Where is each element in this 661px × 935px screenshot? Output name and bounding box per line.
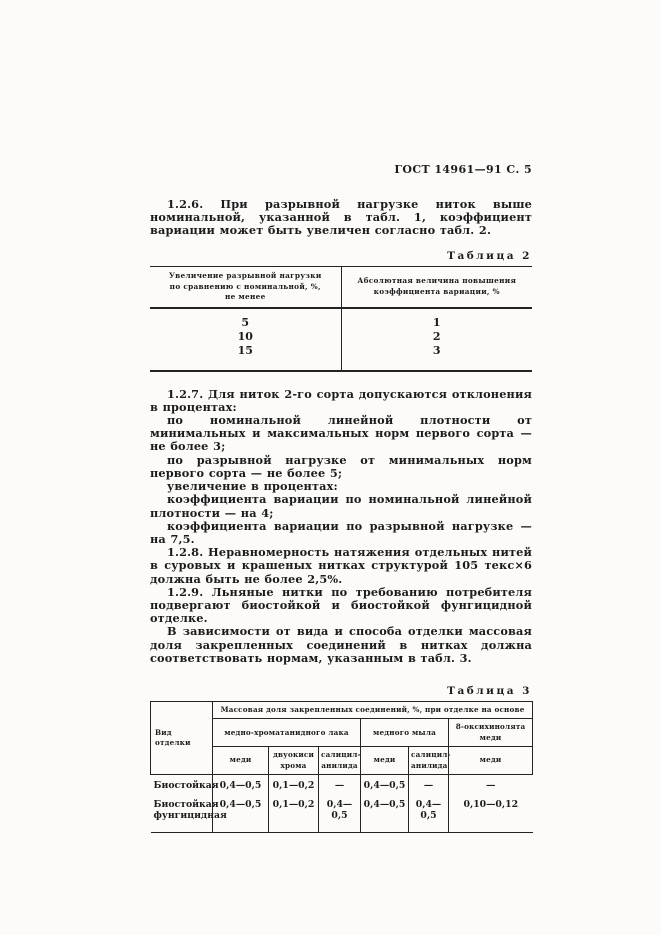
table3-cell: — xyxy=(449,775,533,794)
table3-cell: — xyxy=(409,775,449,794)
table2-col1-header: Увеличение разрывной нагрузки по сравнению с номинальной, %, не менее xyxy=(150,266,341,308)
table3-sub-header: салицил- анилида xyxy=(319,747,361,775)
table3-sub-header: меди xyxy=(213,747,269,775)
table2-caption: Таблица 2 xyxy=(447,249,532,262)
paragraph-list-item: увеличение в процентах: xyxy=(167,479,338,494)
page-content xyxy=(150,163,532,833)
table3-cell: 0,1—0,2 xyxy=(269,794,319,833)
table3-cell: 0,4—0,5 xyxy=(213,775,269,794)
table3-sub-header: меди xyxy=(361,747,409,775)
table3-header-row-1 xyxy=(151,701,533,718)
paragraph-1-2-9: 1.2.9. Льняные нитки по требованию потребителя подвергают биостойкой и биостойкой фунгицидной отделке. xyxy=(150,584,532,626)
table3-group-header: медного мыла xyxy=(361,719,449,747)
table-row xyxy=(151,775,533,794)
table2-cell: 5 xyxy=(241,316,250,330)
table3-cell: 0,4—0,5 xyxy=(361,775,409,794)
table3-cell: 0,4—0,5 xyxy=(361,794,409,833)
paragraph-1-2-7: 1.2.7. Для ниток 2-го сорта допускаются отклонения в процентах: xyxy=(150,386,532,414)
table2-cell: 2 xyxy=(341,330,532,344)
paragraph-list-item: коэффициента вариации по номинальной линейной плотности — на 4; xyxy=(150,492,532,520)
table3-span-header: Массовая доля закрепленных соединений, %, при отделке на основе xyxy=(213,701,533,718)
table3-cell: 0,4—0,5 xyxy=(213,794,269,833)
table2-cell: 15 xyxy=(237,343,253,357)
table3-cell: — xyxy=(319,775,361,794)
table2-cell: 3 xyxy=(341,344,532,371)
paragraph-1-2-8: 1.2.8. Неравномерность натяжения отдельных нитей в суровых и крашеных нитках структурой 105 текс×6 должна быть не более 2,5%. xyxy=(150,545,532,586)
document-reference: ГОСТ 14961—91 С. 5 xyxy=(394,163,532,176)
table-3 xyxy=(150,701,533,833)
table3-vid-header: Вид отделки xyxy=(151,701,213,774)
table3-row-label: Биостойкая фунгицидная xyxy=(153,798,227,822)
table3-group-header: медно-хроматанидного лака xyxy=(213,719,361,747)
table3-sub-header: меди xyxy=(449,747,533,775)
paragraph-1-2-6: 1.2.6. При разрывной нагрузке ниток выше номинальной, указанной в табл. 1, коэффициент вариации может быть увеличен согласно табл. 2. xyxy=(150,197,532,238)
table3-cell: 0,10—0,12 xyxy=(449,794,533,833)
table2-col2-header: Абсолютная величина повышения коэффициента вариации, % xyxy=(341,266,532,308)
paragraph-closing: В зависимости от вида и способа отделки массовая доля закрепленных соединений в нитках должна соответствовать нормам, указанным в табл. 3. xyxy=(150,624,532,665)
table3-caption: Таблица 3 xyxy=(447,684,532,697)
paragraph-list-item: коэффициента вариации по разрывной нагрузке — на 7,5. xyxy=(150,518,532,546)
table3-cell: 0,1—0,2 xyxy=(269,775,319,794)
table3-group-header: 8-оксихинолята меди xyxy=(449,719,533,747)
table-row xyxy=(150,308,532,330)
table3-row-label: Биостойкая xyxy=(153,780,219,792)
table-row xyxy=(150,330,532,344)
paragraph-list-item: по номинальной линейной плотности от минимальных и максимальных норм первого сорта — не более 3; xyxy=(150,413,532,454)
table3-sub-header: салицил- анилида xyxy=(409,747,449,775)
table3-cell: 0,4—0,5 xyxy=(319,794,361,833)
table2-cell: 10 xyxy=(237,330,253,344)
table-row xyxy=(150,344,532,371)
table3-cell: 0,4—0,5 xyxy=(409,794,449,833)
table2-header-row xyxy=(150,266,532,308)
table3-sub-header: двуокиси хрома xyxy=(269,747,319,775)
table-2 xyxy=(150,266,532,372)
table-row xyxy=(151,794,533,833)
body-paragraphs xyxy=(150,388,532,665)
table2-cell: 1 xyxy=(341,308,532,330)
paragraph-list-item: по разрывной нагрузке от минимальных норм первого сорта — не более 5; xyxy=(150,452,532,480)
